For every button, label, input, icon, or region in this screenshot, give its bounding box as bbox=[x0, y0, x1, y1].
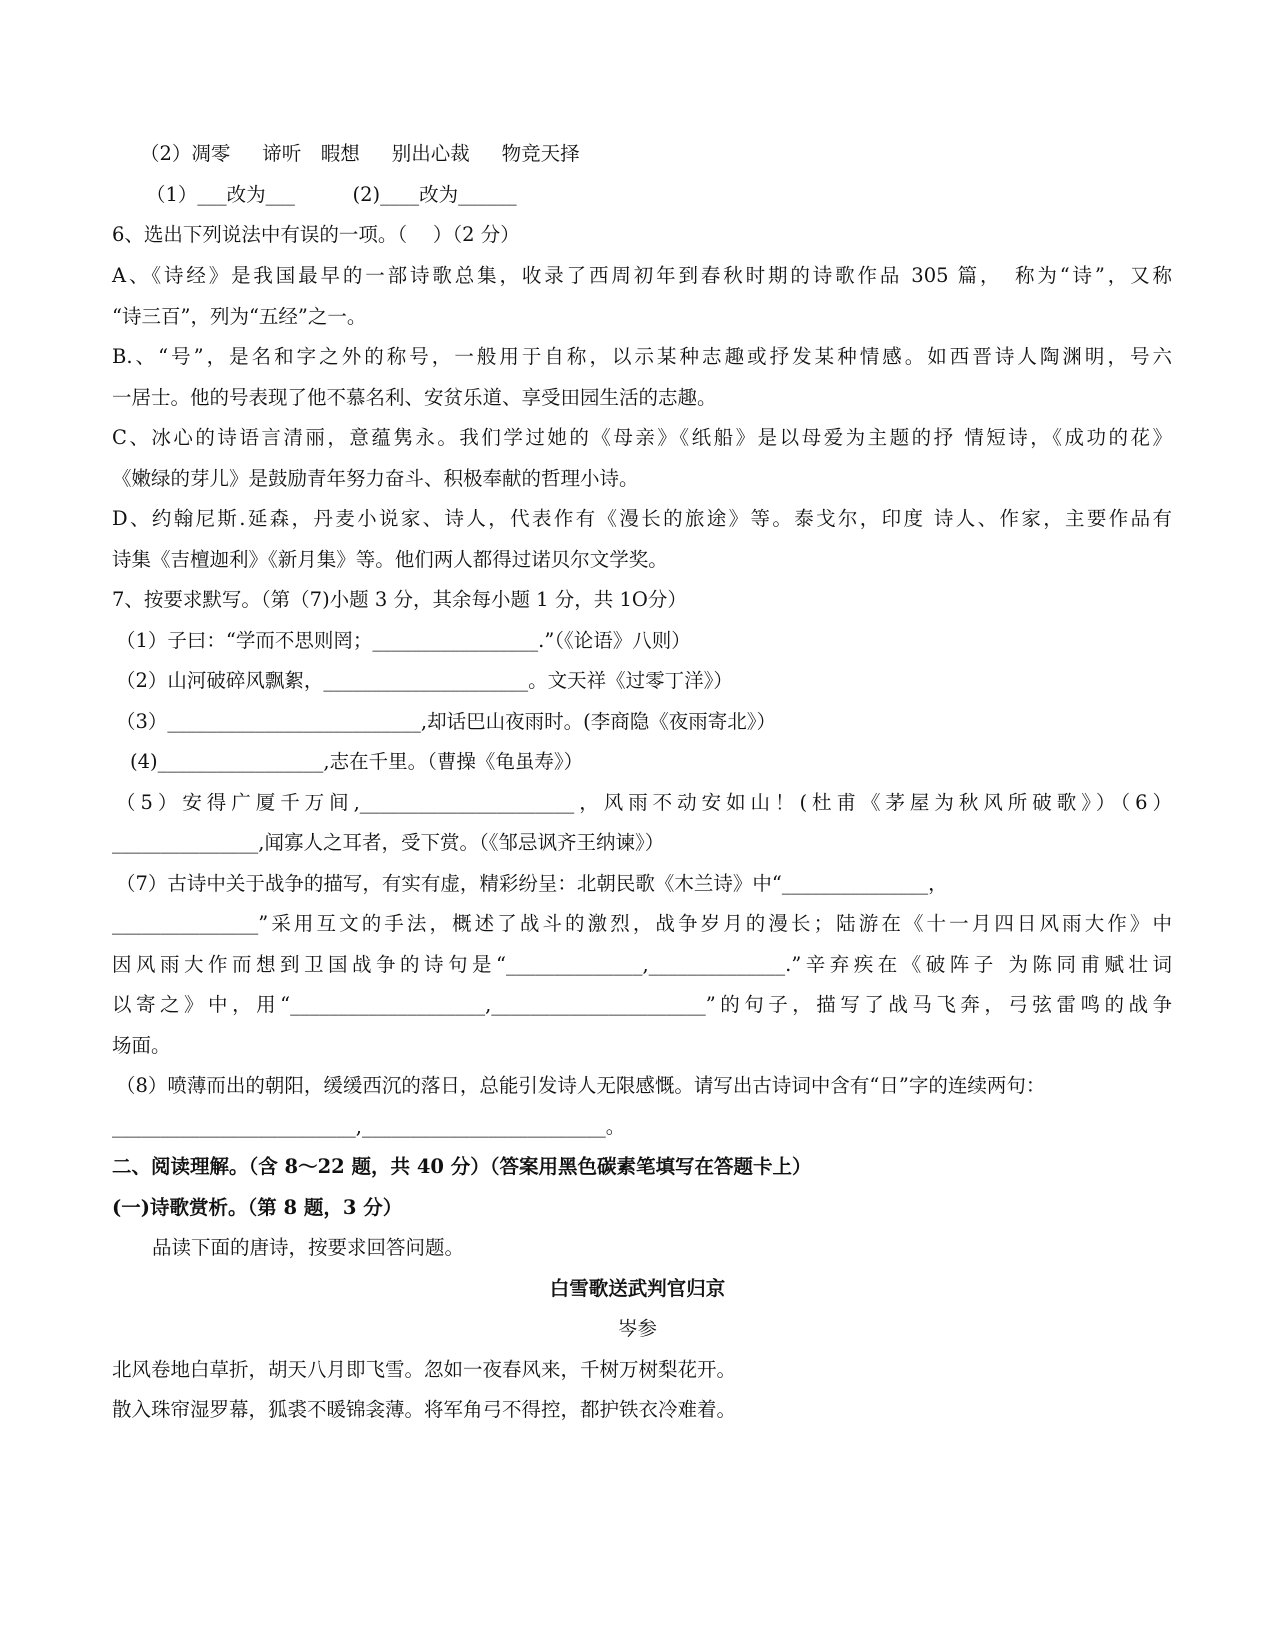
poem-line-1: 北风卷地白草折，胡天八月即飞雪。忽如一夜春风来，千树万树梨花开。 bbox=[112, 1358, 737, 1381]
q7-item-1: （1）子曰：“学而不思则罔；_________________.”（《论语》八则） bbox=[116, 629, 691, 652]
q6-question: 6、选出下列说法中有误的一项。（ ）（2 分） bbox=[112, 223, 520, 246]
poem-line-2: 散入珠帘湿罗幕，狐裘不暖锦衾薄。将军角弓不得控，都护铁衣冷难着。 bbox=[112, 1398, 737, 1421]
q7-item-7-line1: （7）古诗中关于战争的描写，有实有虚，精彩纷呈：北朝民歌《木兰诗》中“_______________， bbox=[116, 872, 948, 895]
q7-item-6: _______________,闻寡人之耳者，受下赏。（《邹忌讽齐王纳谏》） bbox=[112, 831, 665, 854]
poem-author: 岑参 bbox=[617, 1317, 657, 1340]
q7-item-5: （5）安得广厦千万间,______________________，风雨不动安如山！(杜甫《茅屋为秋风所破歌》）（6） bbox=[116, 791, 1172, 814]
q6-option-a-line1: A、《诗经》是我国最早的一部诗歌总集，收录了西周初年到春秋时期的诗歌作品 305 篇， 称为“诗”，又称 bbox=[112, 264, 1172, 287]
q7-item-4: (4)_________________,志在千里。（曹操《龟虽寿》） bbox=[130, 750, 584, 773]
q6-option-d-line1: D、约翰尼斯.延森，丹麦小说家、诗人，代表作有《漫长的旅途》等。泰戈尔，印度 诗人、作家，主要作品有 bbox=[112, 507, 1172, 530]
q6-option-a-line2: “诗三百”，列为“五经”之一。 bbox=[112, 305, 367, 328]
q5-word-list-2: （2）凋零 谛听 暇想 别出心裁 物竞天择 bbox=[140, 142, 580, 165]
poem-title: 白雪歌送武判官归京 bbox=[549, 1277, 726, 1300]
q7-question: 7、按要求默写。（第（7)小题 3 分，其余每小题 1 分，共 1O分） bbox=[112, 588, 687, 611]
q6-option-b-line2: 一居士。他的号表现了他不慕名利、安贫乐道、享受田园生活的志趣。 bbox=[112, 386, 717, 409]
section-2-heading: 二、阅读理解。（含 8～22 题，共 40 分）（答案用黑色碳素笔填写在答题卡上） bbox=[112, 1155, 812, 1178]
q6-option-c-line1: C、冰心的诗语言清丽，意蕴隽永。我们学过她的《母亲》《纸船》是以母爱为主题的抒 情短诗，《成功的花》 bbox=[112, 426, 1172, 449]
q6-option-d-line2: 诗集《吉檀迦利》《新月集》等。他们两人都得过诺贝尔文学奖。 bbox=[112, 548, 668, 571]
q6-option-b-line1: B.、“号”，是名和字之外的称号，一般用于自称，以示某种志趣或抒发某种情感。如西晋诗人陶渊明，号六 bbox=[112, 345, 1172, 368]
q7-item-7-line4: 以寄之》中，用“____________________,______________________”的句子，描写了战马飞奔，弓弦雷鸣的战争 bbox=[112, 993, 1172, 1016]
q7-item-8-line2: _________________________,_________________________。 bbox=[112, 1115, 626, 1138]
q7-item-7-line3: 因风雨大作而想到卫国战争的诗句是“______________,______________.”辛弃疾在《破阵子 为陈同甫赋壮词 bbox=[112, 953, 1172, 976]
poem-instruction: 品读下面的唐诗，按要求回答问题。 bbox=[152, 1236, 465, 1259]
q7-item-8-line1: （8）喷薄而出的朝阳，缓缓西沉的落日，总能引发诗人无限感慨。请写出古诗词中含有“日”字的连续两句： bbox=[116, 1074, 1046, 1097]
q5-correction-blanks: （1）___改为___ (2)____改为______ bbox=[146, 183, 517, 206]
q6-option-c-line2: 《嫩绿的芽儿》是鼓励青年努力奋斗、积极奉献的哲理小诗。 bbox=[112, 467, 639, 490]
q7-item-3: （3）__________________________,却话巴山夜雨时。(李商隐《夜雨寄北》） bbox=[116, 710, 776, 733]
q7-item-7-line2: _______________”采用互文的手法，概述了战斗的激烈，战争岁月的漫长；陆游在《十一月四日风雨大作》中 bbox=[112, 912, 1172, 935]
q7-item-2: （2）山河破碎风飘絮，_____________________。文天祥《过零丁洋》） bbox=[116, 669, 733, 692]
q7-item-7-line5: 场面。 bbox=[112, 1034, 171, 1057]
subsection-1-heading: (一)诗歌赏析。（第 8 题，3 分） bbox=[112, 1196, 403, 1219]
